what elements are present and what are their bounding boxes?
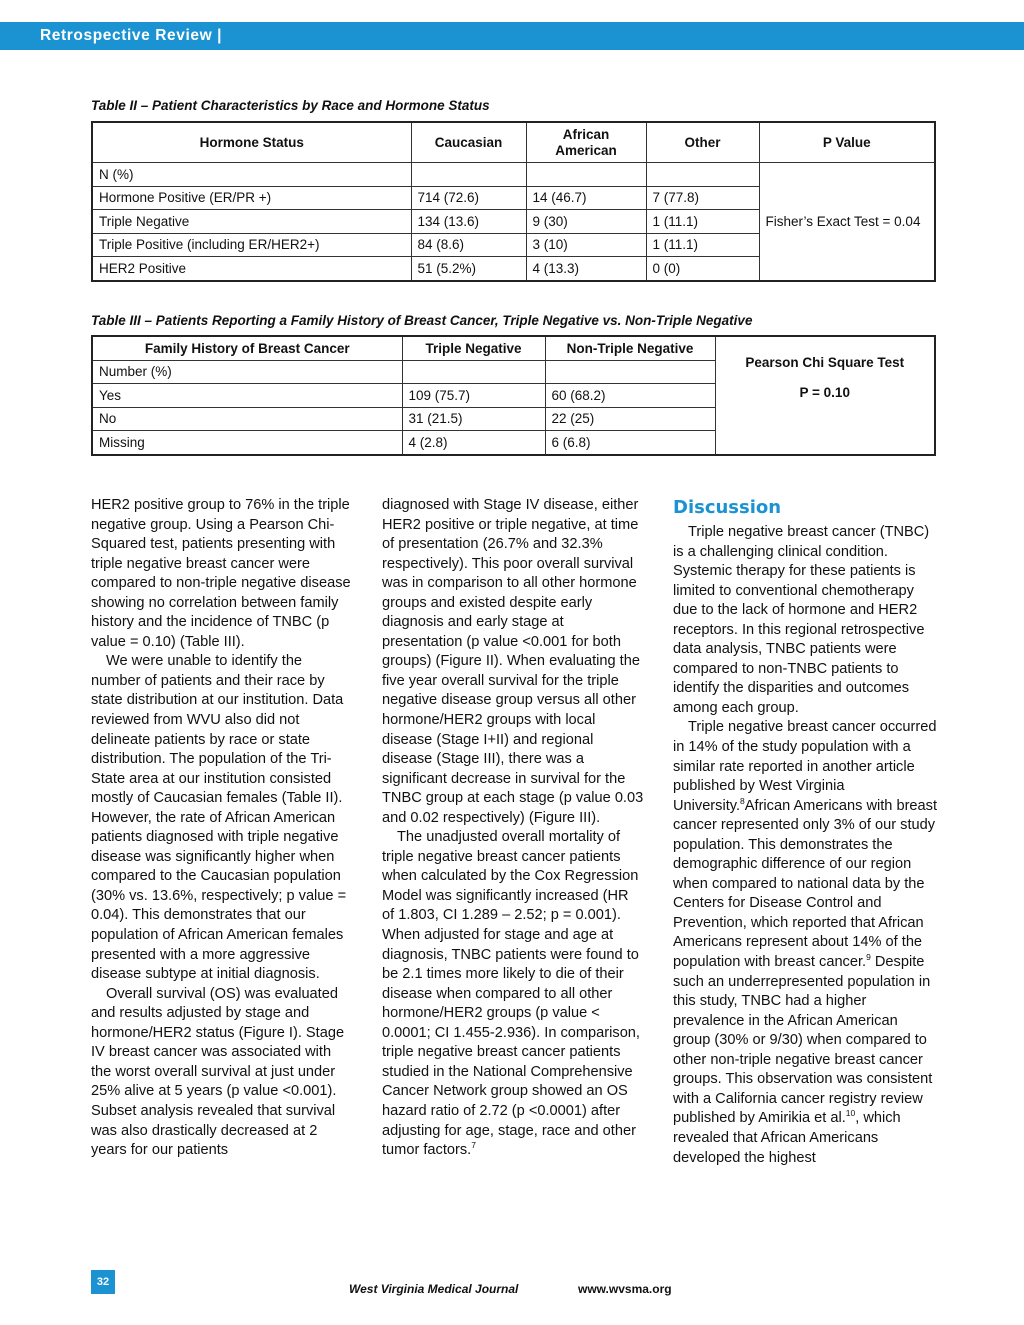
table2-header-hormone-status: Hormone Status bbox=[92, 122, 411, 163]
table3-cell: 4 (2.8) bbox=[402, 431, 545, 455]
table2-cell: 0 (0) bbox=[646, 257, 759, 281]
table3-test-cell bbox=[715, 336, 935, 455]
table3-cell bbox=[545, 360, 715, 384]
paragraph bbox=[382, 828, 644, 1160]
paragraph: Triple negative breast cancer (TNBC) is a challenging clinical condition. Systemic therapy for these patients is limited to conventional chemotherapy due to the lack of hormone and HER2 receptors. In this regional retrospective data analysis, TNBC patients were compared to non-TNBC patients to identify the disparities and outcomes among each group. bbox=[673, 524, 930, 716]
paragraph: We were unable to identify the number of patients and their race by state distribution at our institution. Data reviewed from WVU also did not delineate patients by race or state distribution. The population of the Tri-State area at our institution consisted mostly of Caucasian females (Table II). However, the rate of African American patients diagnosed with triple negative disease was significantly higher when compared to the Caucasian population (30% vs. 13.6%, respectively; p value = 0.04). This demonstrates that our population of African American females presented with a more aggressive disease subtype at initial diagnosis. bbox=[91, 653, 347, 983]
table2-header-other: Other bbox=[646, 122, 759, 163]
table3-header-triple-negative: Triple Negative bbox=[402, 336, 545, 360]
table2-cell: 9 (30) bbox=[526, 210, 646, 234]
table3-cell: 109 (75.7) bbox=[402, 384, 545, 408]
table3-cell: No bbox=[92, 407, 402, 431]
paragraph: HER2 positive group to 76% in the triple negative group. Using a Pearson Chi-Squared test, patients presenting with triple negative breast cancer were compared to non-triple negative disease showing no correlation between family history and the incidence of TNBC (p value = 0.10) (Table III). bbox=[91, 497, 351, 650]
table3-cell: 22 (25) bbox=[545, 407, 715, 431]
table2-cell bbox=[526, 163, 646, 187]
reference-7: 7 bbox=[471, 1140, 476, 1151]
table2-cell: 134 (13.6) bbox=[411, 210, 526, 234]
table2-cell: Triple Positive (including ER/HER2+) bbox=[92, 233, 411, 257]
journal-website: www.wvsma.org bbox=[578, 1282, 672, 1296]
paragraph-text: African Americans with breast cancer represented only 3% of our study population. This demonstrates the demographic difference of our region when compared to national data by the Centers for Disease Control and Prevention, which reported that African Americans represent about 14% of the population with breast cancer. bbox=[673, 797, 938, 971]
table2-cell: N (%) bbox=[92, 163, 411, 187]
table3-cell: Number (%) bbox=[92, 360, 402, 384]
paragraph-text: , which revealed that African Americans developed the highest bbox=[673, 1110, 901, 1166]
paragraph: diagnosed with Stage IV disease, either HER2 positive or triple negative, at time of presentation (26.7% and 32.3% respectively). This poor overall survival was in comparison to all other hormone groups and existed despite early diagnosis and early stage at presentation (p value <0.001 for both groups) (Figure II). When evaluating the five year overall survival for the triple negative disease group versus all other hormone/HER2 groups with local disease (Stage I+II) and regional disease (Stage III), there was a significant decrease in survival for the TNBC group at each stage (p value 0.03 and 0.02 respectively) (Figure III). bbox=[382, 497, 644, 826]
paragraph: Overall survival (OS) was evaluated and results adjusted by stage and hormone/HER2 status (Figure I). Stage IV breast cancer was associated with the worst overall survival at just under 25% alive at 5 years (p value <0.001). Subset analysis revealed that survival was also drastically decreased at 2 years for our patients bbox=[91, 985, 345, 1159]
table-row bbox=[92, 163, 935, 187]
table2 bbox=[91, 121, 936, 282]
reference-9: 9 bbox=[866, 952, 871, 963]
table2-cell: Hormone Positive (ER/PR +) bbox=[92, 186, 411, 210]
reference-8: 8 bbox=[740, 795, 745, 806]
table3-header-row bbox=[92, 336, 935, 360]
table3-p-value: P = 0.10 bbox=[799, 385, 850, 400]
table3-test-name: Pearson Chi Square Test bbox=[745, 355, 905, 370]
table2-cell: 714 (72.6) bbox=[411, 186, 526, 210]
table2-cell: 14 (46.7) bbox=[526, 186, 646, 210]
table2-cell: 4 (13.3) bbox=[526, 257, 646, 281]
section-title: Retrospective Review | bbox=[40, 27, 223, 44]
table3-cell bbox=[402, 360, 545, 384]
table2-header-p-value: P Value bbox=[759, 122, 935, 163]
journal-name: West Virginia Medical Journal bbox=[349, 1282, 519, 1296]
table2-cell: 3 (10) bbox=[526, 233, 646, 257]
page-number: 32 bbox=[91, 1270, 115, 1294]
table3-caption: Table III – Patients Reporting a Family History of Breast Cancer, Triple Negative vs. Non-Triple Negative bbox=[91, 313, 753, 328]
table3-cell: 6 (6.8) bbox=[545, 431, 715, 455]
table3-cell: Missing bbox=[92, 431, 402, 455]
table2-cell: 1 (11.1) bbox=[646, 210, 759, 234]
table3-cell: 31 (21.5) bbox=[402, 407, 545, 431]
table2-cell: 84 (8.6) bbox=[411, 233, 526, 257]
body-column-1 bbox=[91, 496, 353, 1161]
table2-header-caucasian: Caucasian bbox=[411, 122, 526, 163]
table2-cell: Triple Negative bbox=[92, 210, 411, 234]
table2-cell: HER2 Positive bbox=[92, 257, 411, 281]
table2-cell: 51 (5.2%) bbox=[411, 257, 526, 281]
body-column-3 bbox=[673, 497, 938, 1168]
paragraph-text: Triple negative breast cancer occurred in 14% of the study population with a similar rate reported in another article published by West Virginia University. bbox=[673, 719, 937, 814]
table2-pvalue: Fisher’s Exact Test = 0.04 bbox=[759, 163, 935, 281]
table2-cell bbox=[646, 163, 759, 187]
table2-caption: Table II – Patient Characteristics by Race and Hormone Status bbox=[91, 98, 490, 113]
paragraph-text: The unadjusted overall mortality of triple negative breast cancer patients when calculated by the Cox Regression Model was significantly increased (HR of 1.803, CI 1.289 – 2.52; p = 0.001). When adjusted for stage and age at diagnosis, TNBC patients were found to be 2.1 times more likely to die of their disease when compared to all other hormone/HER2 groups (p value < 0.0001; CI 1.455-2.936). In comparison, triple negative breast cancer patients studied in the National Comprehensive Cancer Network group showed an OS hazard ratio of 2.72 (p <0.0001) after adjusting for age, stage, race and other tumor factors. bbox=[382, 829, 640, 1159]
discussion-heading: Discussion bbox=[673, 497, 782, 518]
table2-cell: 1 (11.1) bbox=[646, 233, 759, 257]
table3 bbox=[91, 335, 936, 456]
table2-header-african-american: African American bbox=[526, 122, 646, 163]
table3-cell: 60 (68.2) bbox=[545, 384, 715, 408]
paragraph-text: Despite such an underrepresented population in this study, TNBC had a higher prevalence in the African American group (30% or 9/30) when compared to other non-triple negative breast cancer groups. This observation was consistent with a California cancer registry review published by Amirikia et al. bbox=[673, 954, 933, 1127]
table3-header-non-triple-negative: Non-Triple Negative bbox=[545, 336, 715, 360]
reference-10: 10 bbox=[845, 1108, 856, 1119]
table3-cell: Yes bbox=[92, 384, 402, 408]
table2-header-row bbox=[92, 122, 935, 163]
table2-cell bbox=[411, 163, 526, 187]
body-column-2 bbox=[382, 496, 644, 1161]
section-header-bar bbox=[0, 22, 1024, 50]
table3-header-family-history: Family History of Breast Cancer bbox=[92, 336, 402, 360]
table2-cell: 7 (77.8) bbox=[646, 186, 759, 210]
paragraph bbox=[673, 718, 938, 1168]
